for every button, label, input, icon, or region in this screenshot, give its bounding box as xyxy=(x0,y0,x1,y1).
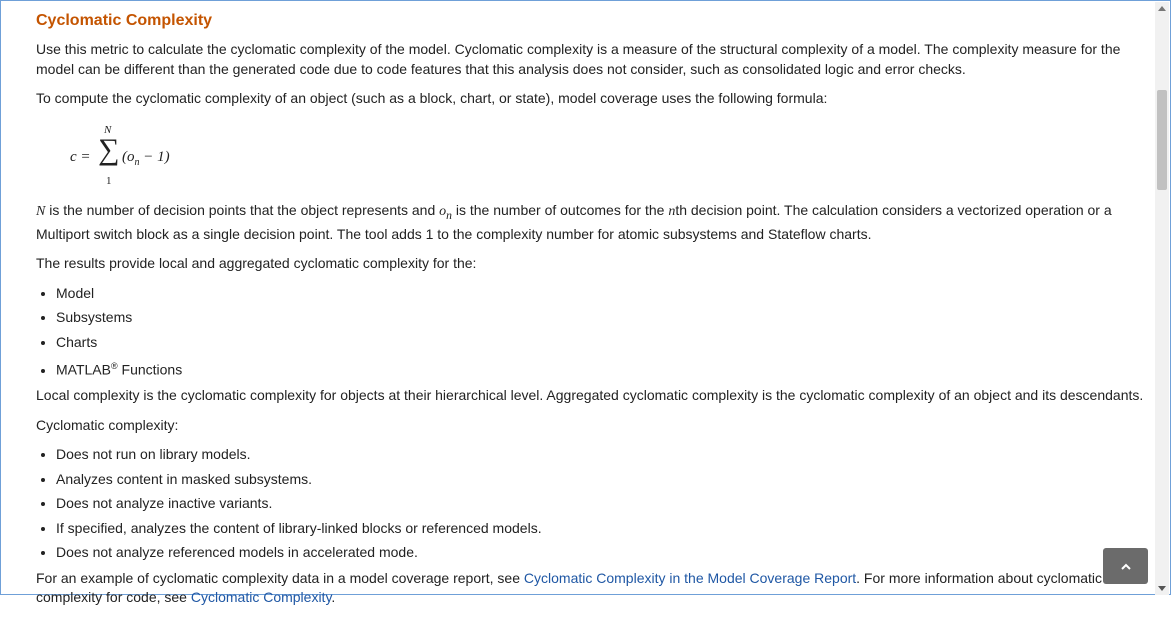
var-nth: n xyxy=(668,203,676,219)
scroll-thumb[interactable] xyxy=(1157,90,1167,190)
formula-sigma: ∑ xyxy=(98,132,120,166)
back-to-top-button[interactable] xyxy=(1103,548,1148,584)
explain-part2: is the number of outcomes for the xyxy=(451,201,669,218)
formula-term-open: (o xyxy=(122,148,135,165)
formula-term-close: − 1) xyxy=(139,148,170,165)
scroll-up-arrow-icon[interactable] xyxy=(1158,6,1166,11)
list-item: • Model xyxy=(56,284,1146,304)
scroll-down-arrow-icon[interactable] xyxy=(1158,586,1166,591)
vertical-scrollbar[interactable] xyxy=(1155,2,1169,595)
cyclomatic-complexity-link[interactable]: Cyclomatic Complexity xyxy=(190,589,332,606)
formula-lower-limit: 1 xyxy=(106,174,112,187)
list-item: • Charts xyxy=(56,333,1146,353)
var-o-sub: n xyxy=(446,208,452,222)
results-intro: The results provide local and aggregated cyclomatic complexity for the: xyxy=(36,255,477,272)
local-paragraph: Local complexity is the cyclomatic complexity for objects at their hierarchical level. Aggregated cyclomatic complexity is the cyclomatic complexity of an object and its descendants. xyxy=(36,387,1144,404)
formula-intro: To compute the cyclomatic complexity of an object (such as a block, chart, or state), model coverage uses the following formula: xyxy=(36,90,828,106)
section-heading: Cyclomatic Complexity xyxy=(36,12,213,29)
model-coverage-report-link[interactable]: Cyclomatic Complexity in the Model Coverage Report xyxy=(523,569,857,586)
list-item: • If specified, analyzes the content of library-linked blocks or referenced models. xyxy=(56,519,1146,539)
chevron-up-icon xyxy=(1120,562,1132,570)
list-item: • Does not run on library models. xyxy=(56,445,1146,465)
footer-paragraph: For an example of cyclomatic complexity data in a model coverage report, see Cyclomatic Complexity in the Model Coverage Report. For more information about cyclomatic complexity for code, see Cyclomatic Complexity. xyxy=(36,569,1103,606)
explain-paragraph xyxy=(36,201,1146,245)
cyclomatic-formula xyxy=(36,119,1146,191)
intro-paragraph: Use this metric to calculate the cyclomatic complexity of the model. Cyclomatic complexity is a measure of the structural complexity of a model. The complexity measure for the model can be different than the generated code due to code features that this analysis does not consider, such as consolidated logic and error checks. xyxy=(36,41,1121,77)
list-item: • Does not analyze inactive variants. xyxy=(56,494,1146,514)
formula-term xyxy=(122,148,170,173)
explain-part1: is the number of decision points that the object represents and xyxy=(45,201,440,218)
formula-term-sub: n xyxy=(134,156,140,168)
var-o: o xyxy=(439,203,447,219)
list-item: • MATLAB® Functions xyxy=(56,357,1146,380)
explain-part3: th decision point. The calculation considers a vectorized operation or a Multiport switch block as a single decision point. The tool adds 1 to the complexity number for atomic subsystems and Stateflow charts. xyxy=(36,201,1112,242)
registered-mark: ® xyxy=(110,361,118,372)
formula-upper-limit: N xyxy=(104,123,112,136)
list-item: • Does not analyze referenced models in accelerated mode. xyxy=(56,543,1146,563)
formula-lhs: c = xyxy=(70,148,91,165)
list-item: • Analyzes content in masked subsystems. xyxy=(56,470,1146,490)
list-item: • Subsystems xyxy=(56,308,1146,328)
cc-intro: Cyclomatic complexity: xyxy=(36,416,179,433)
results-list xyxy=(36,284,1146,381)
document-content xyxy=(36,9,1146,618)
cc-list xyxy=(36,445,1146,563)
var-n: N xyxy=(36,203,46,219)
